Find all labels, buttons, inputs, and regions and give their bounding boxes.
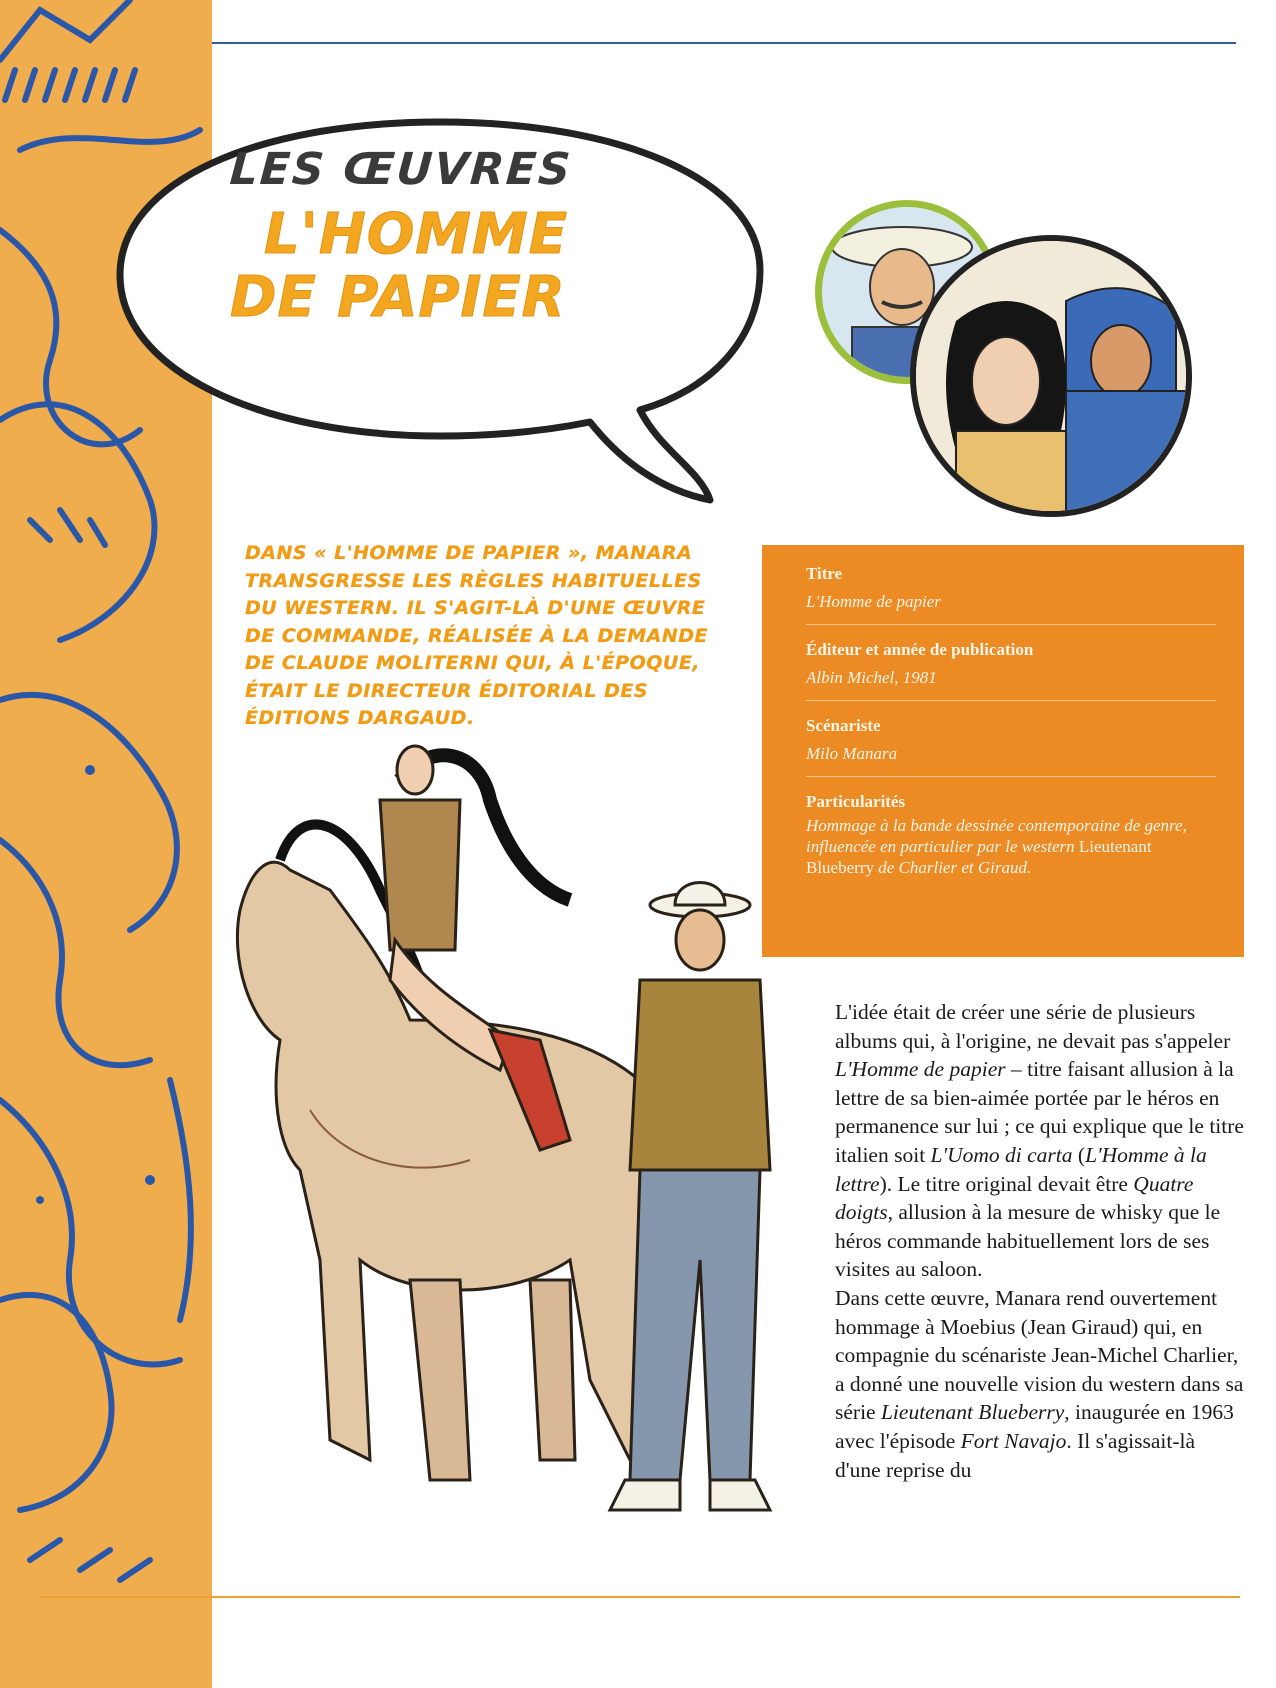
intro-paragraph: DANS « L'HOMME DE PAPIER », MANARA TRANSGRESSE LES RÈGLES HABITUELLES DU WESTERN. IL S'AGIT-LÀ D'UNE ŒUVRE DE COMMANDE, RÉALISÉE À LA DEMANDE DE CLAUDE MOLITERNI QUI, À L'ÉPOQUE, ÉTAIT LE DIRECTEUR ÉDITORIAL DES ÉDITIONS DARGAUD. (245, 542, 708, 729)
horse (237, 824, 687, 1480)
text-span: Dans cette œuvre, Manara rend ouvertement hommage à Moebius (Jean Giraud) qui, en compagnie du scénariste Jean-Michel Charlier, a donné une nouvelle vision du western dans sa série (835, 1285, 1244, 1425)
info-value: L'Homme de papier (806, 592, 941, 611)
body-paragraph-2 (835, 1284, 1245, 1484)
italic-title: Lieutenant Blueberry (880, 1400, 1065, 1425)
top-rule (212, 42, 1236, 44)
text-span: , allusion à la mesure de whisky que le héros commande habituellement lors de ses visites au saloon. (835, 1200, 1221, 1282)
italic-title: Fort Navajo (960, 1428, 1067, 1453)
page-title (230, 204, 650, 329)
bottom-rule (40, 1596, 1240, 1598)
italic-title: Quatre doigts (835, 1171, 1194, 1225)
info-value-roman: Lieutenant Blueberry (806, 837, 1152, 877)
text-span: , inaugurée en 1963 avec l'épisode (835, 1400, 1234, 1453)
info-row-publisher (806, 639, 1216, 701)
text-span: – titre faisant allusion à la lettre de sa bien-aimée portée par le héros en permanence sur lui ; ce qui explique que le titre italien soit (835, 1057, 1244, 1167)
bubble-heading (228, 144, 650, 330)
text-span: L'idée était de créer une série de plusieurs albums qui, à l'origine, ne devait pas s'appeler (835, 1000, 1231, 1053)
portrait-circle-couple (910, 235, 1192, 517)
text-span: . Il s'agissait-là d'une reprise du (835, 1428, 1196, 1482)
info-row-title (806, 563, 1216, 625)
info-value-part: de Charlier et Giraud. (878, 858, 1032, 877)
info-value: Albin Michel, 1981 (806, 668, 937, 687)
western-illustration (210, 740, 870, 1600)
text-span: ). Le titre original devait être (879, 1171, 1134, 1196)
italic-title: L'Homme à la lettre (835, 1142, 1207, 1196)
title-line-1: L'HOMME (264, 202, 569, 267)
italic-title: L'Homme de papier (835, 1057, 1006, 1082)
text-span: ( (1072, 1142, 1086, 1167)
info-label: Particularités (806, 792, 906, 811)
info-value-part: Hommage à la bande dessinée contemporaine de genre, influencée en particulier par le western (806, 816, 1187, 856)
body-text (835, 998, 1245, 1484)
heading-kicker: LES ŒUVRES (228, 144, 574, 195)
info-label: Scénariste (806, 716, 881, 735)
couple-portrait-art (916, 241, 1186, 511)
body-paragraph-1 (835, 998, 1245, 1284)
info-label: Éditeur et année de publication (806, 640, 1034, 659)
title-line-2: DE PAPIER (230, 264, 566, 330)
italic-title: L'Uomo di carta (930, 1142, 1073, 1167)
info-label: Titre (806, 564, 843, 583)
info-value: Milo Manara (806, 744, 898, 763)
